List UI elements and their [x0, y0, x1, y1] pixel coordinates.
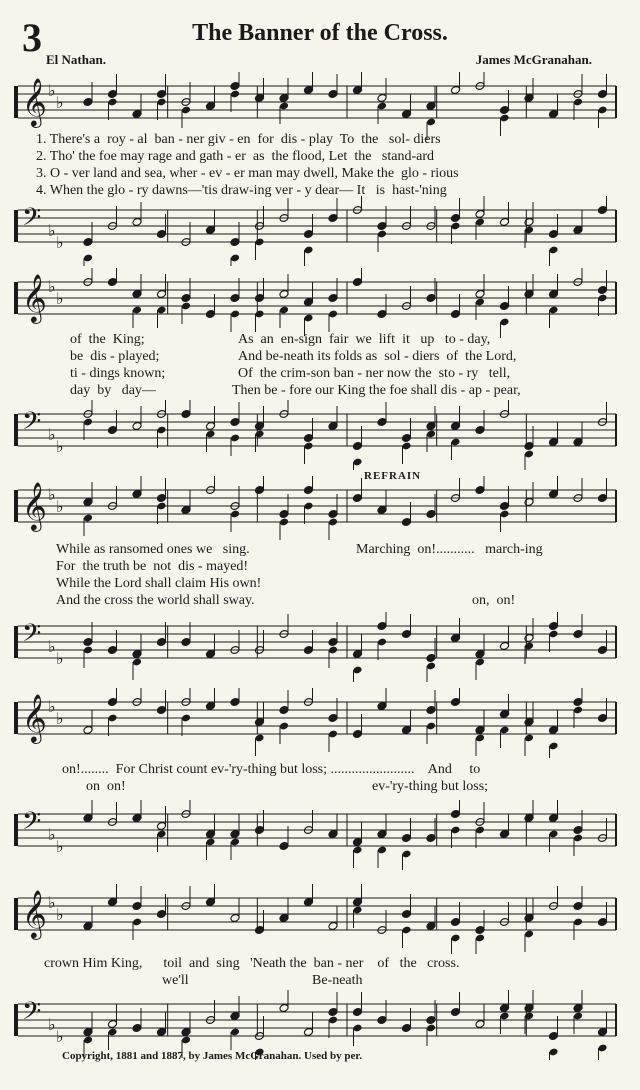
flat-icon: ♭: [48, 637, 56, 656]
flat-icon: ♭: [48, 893, 56, 912]
treble-clef-icon: 𝄞: [22, 77, 47, 126]
flat-icon: ♭: [56, 233, 64, 252]
system-2-bass-staff: [0, 400, 640, 470]
bass-clef-icon: 𝄢: [22, 997, 42, 1032]
flat-icon: ♭: [48, 825, 56, 844]
refrain-line-2-bass-a: on on!: [86, 779, 126, 794]
verse-1-line-a: 1. There's a roy - al ban - ner giv - en for dis - play To the sol- diers: [36, 132, 441, 147]
flat-icon: ♭: [48, 277, 56, 296]
treble-clef-icon: 𝄞: [22, 481, 47, 530]
verse-4-line-b-start: day by day—: [70, 383, 156, 398]
author-credit: El Nathan.: [46, 52, 106, 67]
flat-icon: ♭: [56, 289, 64, 308]
refrain-line-3: crown Him King, toil and sing 'Neath the ban - ner of the cross.: [44, 956, 460, 971]
flat-icon: ♭: [56, 437, 64, 456]
verse-2-line-b-start: be dis - played;: [70, 349, 160, 364]
verse-1-line-b-end: As an en-sign fair we lift it up to - day,: [238, 332, 491, 347]
verse-4-line-b-end: Then be - fore our King the foe shall dis - ap - pear,: [232, 383, 521, 398]
treble-clef-icon: 𝄞: [22, 273, 47, 322]
flat-icon: ♭: [56, 837, 64, 856]
verse-3-line-c: While the Lord shall claim His own!: [56, 576, 262, 591]
system-5-treble-staff: [0, 884, 640, 954]
hymn-number: 3: [22, 15, 42, 60]
system-3-bass-staff: [0, 612, 640, 682]
flat-icon: ♭: [56, 93, 64, 112]
refrain-line-3-bass-a: we'll: [162, 973, 189, 988]
flat-icon: ♭: [48, 425, 56, 444]
system-3-treble-staff: [0, 476, 640, 546]
flat-icon: ♭: [48, 81, 56, 100]
flat-icon: ♭: [56, 497, 64, 516]
flat-icon: ♭: [56, 1027, 64, 1046]
verse-1-line-c: While as ransomed ones we sing.: [56, 542, 250, 557]
refrain-line-2-bass-b: ev-'ry-thing but loss;: [372, 779, 489, 794]
verse-2-line-b-end: And be-neath its folds as sol - diers of the Lord,: [238, 349, 517, 364]
flat-icon: ♭: [48, 485, 56, 504]
system-4-bass-staff: [0, 800, 640, 870]
treble-clef-icon: 𝄞: [22, 889, 47, 938]
hymn-title: The Banner of the Cross.: [192, 20, 448, 46]
verse-4-line-a: 4. When the glo - ry dawns—'tis draw-ing ver - y dear— It is hast-'ning: [36, 183, 447, 198]
composer-credit: James McGranahan.: [475, 52, 592, 67]
verse-4-line-c: And the cross the world shall sway.: [56, 593, 255, 608]
system-2-treble-staff: [0, 268, 640, 338]
refrain-line-3-bass-b: Be-neath: [312, 973, 363, 988]
refrain-line-2: on!........ For Christ count ev-'ry-thing but loss; ........................ And to: [62, 762, 481, 777]
verse-2-line-c: For the truth be not dis - mayed!: [56, 559, 249, 574]
refrain-marching-line: Marching on!........... march-ing: [356, 542, 543, 557]
copyright-notice: Copyright, 1881 and 1887, by James McGranahan. Used by per.: [62, 1050, 362, 1062]
flat-icon: ♭: [56, 649, 64, 668]
bass-clef-icon: 𝄢: [22, 619, 42, 654]
verse-3-line-b-start: ti - dings known;: [70, 366, 166, 381]
flat-icon: ♭: [56, 709, 64, 728]
refrain-label: REFRAIN: [364, 470, 422, 482]
bass-clef-icon: 𝄢: [22, 203, 42, 238]
flat-icon: ♭: [56, 905, 64, 924]
flat-icon: ♭: [48, 221, 56, 240]
flat-icon: ♭: [48, 697, 56, 716]
verse-1-line-b-start: of the King;: [70, 332, 145, 347]
system-4-treble-staff: [0, 688, 640, 758]
verse-3-line-a: 3. O - ver land and sea, wher - ev - er man may dwell, Make the glo - rious: [36, 166, 459, 181]
refrain-on-on: on, on!: [472, 593, 516, 608]
flat-icon: ♭: [48, 1015, 56, 1034]
bass-clef-icon: 𝄢: [22, 807, 42, 842]
verse-3-line-b-end: Of the crim-son ban - ner now the sto - ry tell,: [238, 366, 511, 381]
treble-clef-icon: 𝄞: [22, 693, 47, 742]
system-1-bass-staff: [0, 196, 640, 266]
bass-clef-icon: 𝄢: [22, 407, 42, 442]
verse-2-line-a: 2. Tho' the foe may rage and gath - er as the flood, Let the stand-ard: [36, 149, 435, 164]
